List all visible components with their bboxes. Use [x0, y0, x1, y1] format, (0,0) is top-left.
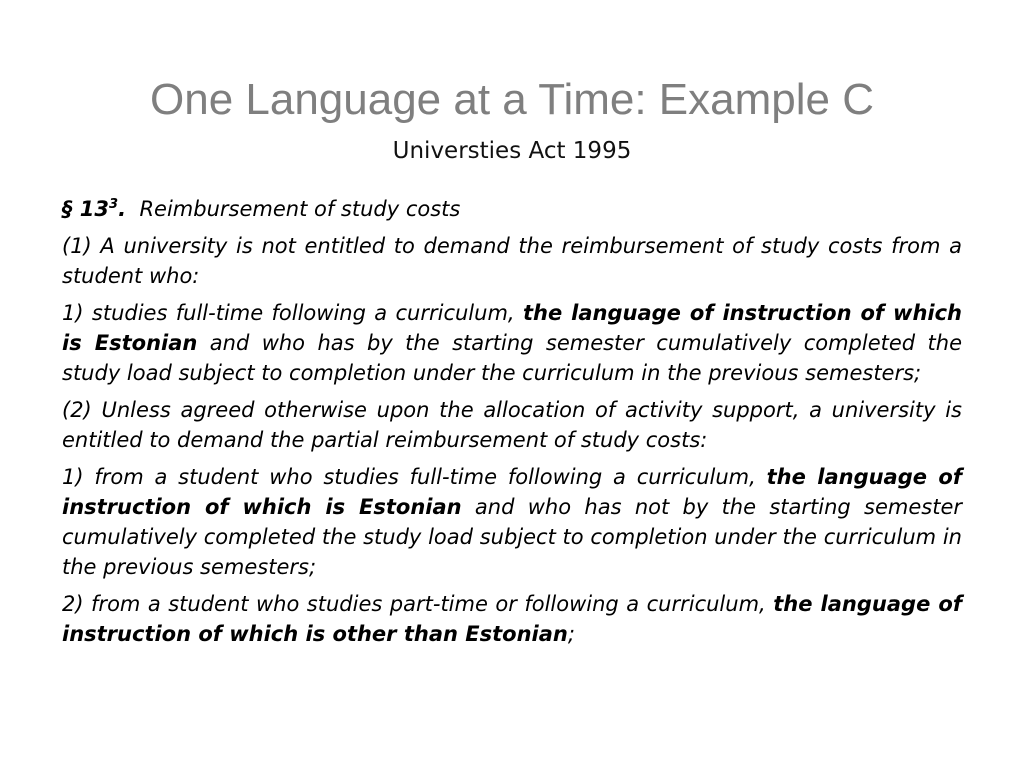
paragraph-3: (2) Unless agreed otherwise upon the allocation of activity support, a university is entitled to demand the partial reimbursement of study costs: — [62, 398, 962, 452]
section-heading — [62, 194, 962, 224]
paragraph-5 — [62, 589, 962, 649]
section-number — [62, 197, 126, 221]
paragraph-5-lead: 2) from a student who studies part-time or following a curriculum, — [62, 592, 774, 616]
paragraph-5-rest: ; — [567, 622, 575, 646]
paragraph-4-lead: 1) from a student who studies full-time following a curriculum, — [62, 465, 767, 489]
slide-title: One Language at a Time: Example C — [150, 75, 874, 124]
section-dot: . — [118, 197, 127, 221]
paragraph-5-emphasis: the language of instruction of which is other than Estonian — [62, 592, 962, 646]
paragraph-2-lead: 1) studies full-time following a curriculum, — [62, 301, 523, 325]
paragraph-4-rest: and who has not by the starting semester cumulatively completed the study load subject to completion under the curriculum in the previous semesters; — [62, 495, 963, 579]
section-title: Reimbursement of study costs — [139, 197, 461, 221]
slide-body — [62, 194, 962, 656]
section-superscript: 3 — [109, 197, 119, 212]
paragraph-1: (1) A university is not entitled to demand the reimbursement of study costs from a student who: — [62, 234, 962, 288]
section-symbol: § 13 — [62, 197, 110, 221]
paragraph-2-emphasis: the language of instruction of which is Estonian — [62, 301, 963, 355]
slide-subtitle: Universties Act 1995 — [392, 138, 632, 164]
paragraph-4-emphasis: the language of instruction of which is Estonian — [62, 465, 962, 519]
paragraph-4 — [62, 462, 962, 582]
paragraph-2-rest: and who has by the starting semester cumulatively completed the study load subject to completion under the curriculum in the previous semesters; — [62, 331, 963, 385]
paragraph-2 — [62, 298, 962, 388]
